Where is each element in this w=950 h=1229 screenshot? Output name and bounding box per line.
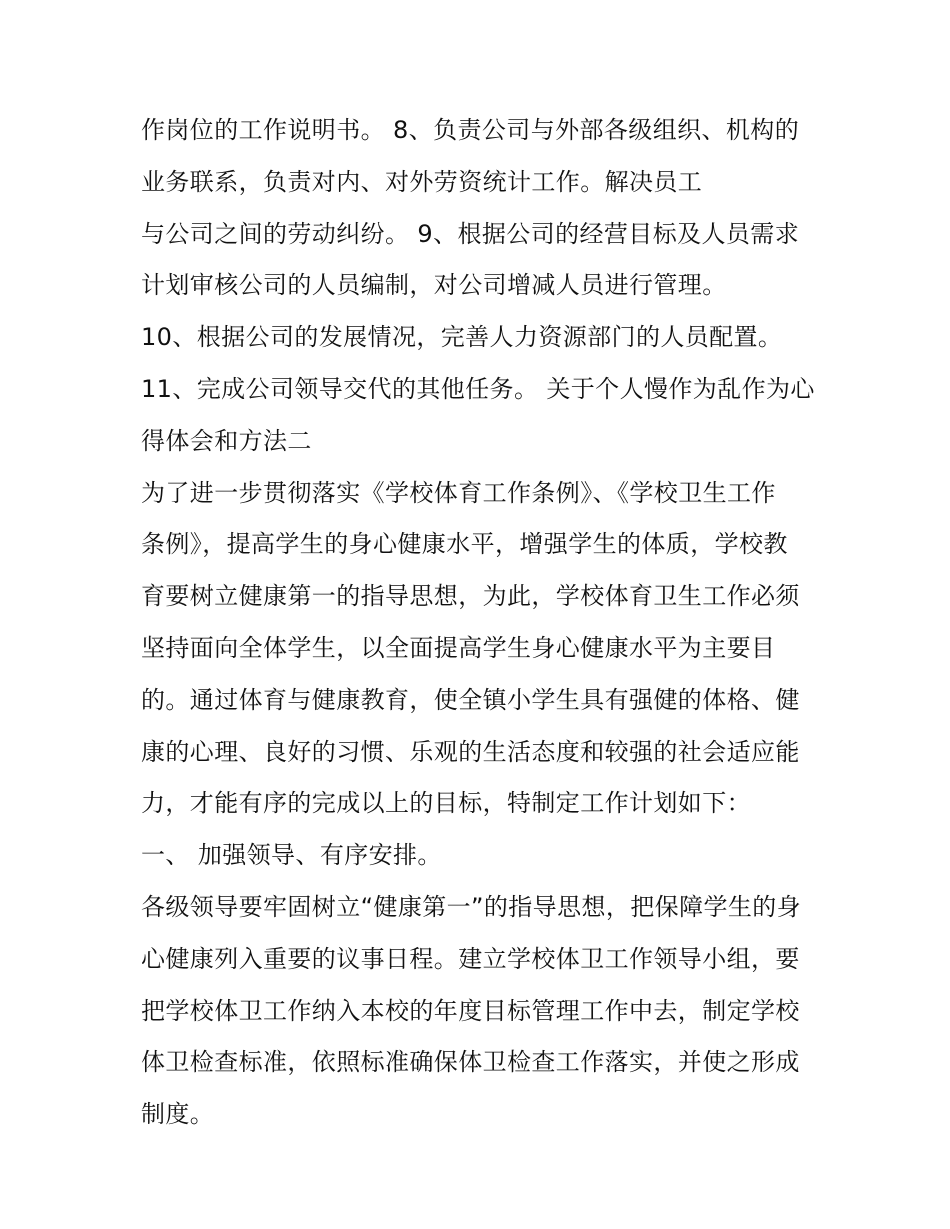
text-line: 业务联系，负责对内、对外劳资统计工作。解决员工 — [141, 167, 703, 196]
text-line: 制度。 — [141, 1100, 215, 1129]
text-line: 计划审核公司的人员编制，对公司增减人员进行管理。 — [141, 271, 727, 300]
text-line: 与公司之间的劳动纠纷。 9、根据公司的经营目标及人员需求 — [141, 219, 800, 248]
text-line: 条例》，提高学生的身心健康水平，增强学生的体质，学校教 — [141, 530, 788, 559]
text-line: 育要树立健康第一的指导思想，为此，学校体育卫生工作必须 — [141, 582, 800, 611]
text-line: 心健康列入重要的议事日程。建立学校体卫工作领导小组，要 — [141, 944, 800, 973]
text-line: 作岗位的工作说明书。 8、负责公司与外部各级组织、机构的 — [141, 116, 800, 144]
section-heading: 一、 加强领导、有序安排。 — [141, 841, 442, 870]
text-line: 力，才能有序的完成以上的目标，特制定工作计划如下： — [141, 789, 751, 818]
text-line: 11、完成公司领导交代的其他任务。 关于个人慢作为乱作为心 — [141, 374, 815, 403]
text-line: 坚持面向全体学生，以全面提高学生身心健康水平为主要目 — [141, 633, 776, 662]
text-line: 得体会和方法二 — [141, 426, 312, 455]
text-line: 把学校体卫工作纳入本校的年度目标管理工作中去，制定学校 — [141, 996, 800, 1025]
text-line: 10、根据公司的发展情况，完善人力资源部门的人员配置。 — [141, 323, 783, 352]
text-line: 的。通过体育与健康教育，使全镇小学生具有强健的体格、健 — [141, 685, 800, 714]
body-text — [141, 108, 821, 1144]
text-line: 各级领导要牢固树立“健康第一”的指导思想，把保障学生的身 — [141, 892, 802, 921]
text-line: 为了进一步贯彻落实《学校体育工作条例》、《学校卫生工作 — [141, 478, 776, 507]
text-line: 康的心理、良好的习惯、乐观的生活态度和较强的社会适应能 — [141, 737, 800, 766]
text-line: 体卫检查标准，依照标准确保体卫检查工作落实，并使之形成 — [141, 1048, 800, 1077]
